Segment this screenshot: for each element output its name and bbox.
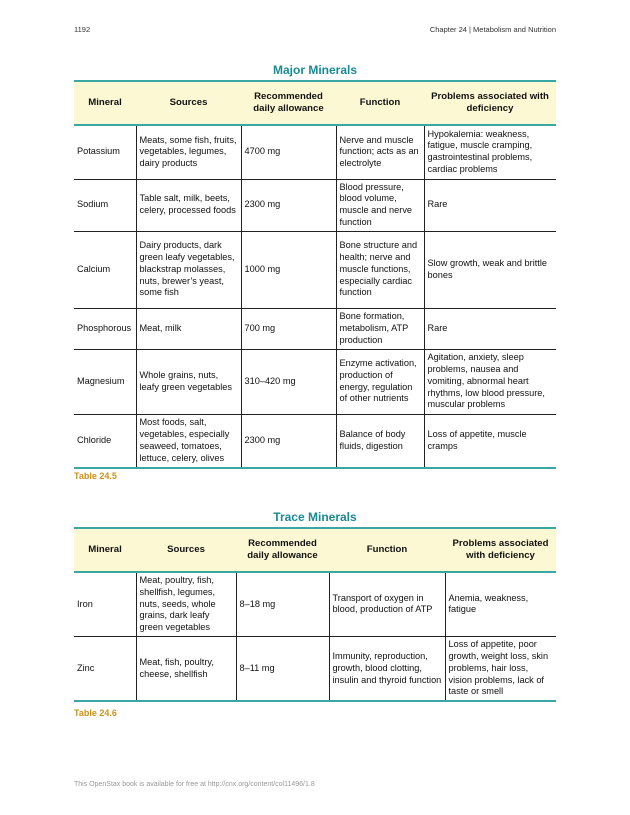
cell-sources: Meats, some fish, fruits, vegetables, legumes, dairy products [136,125,241,179]
cell-function: Bone formation, metabolism, ATP production [336,308,424,349]
col-header-function: Function [336,81,424,125]
table-row [74,179,556,231]
col-header-mineral: Mineral [74,81,136,125]
table-row [74,572,556,636]
major-minerals-table [74,80,556,469]
cell-sources: Table salt, milk, beets, celery, processed foods [136,179,241,231]
col-header-mineral: Mineral [74,528,136,572]
cell-mineral: Chloride [74,414,136,468]
cell-deficiency: Slow growth, weak and brittle bones [424,231,556,308]
cell-mineral: Zinc [74,636,136,701]
cell-deficiency: Anemia, weakness, fatigue [445,572,556,636]
table-caption: Table 24.5 [74,471,117,481]
table-row [74,636,556,701]
cell-rda: 4700 mg [241,125,336,179]
cell-sources: Whole grains, nuts, leafy green vegetables [136,349,241,414]
col-header-deficiency: Problems associated with deficiency [445,528,556,572]
cell-deficiency: Agitation, anxiety, sleep problems, nausea and vomiting, abnormal heart rhythms, low blood pressure, muscular problems [424,349,556,414]
cell-mineral: Calcium [74,231,136,308]
cell-sources: Meat, milk [136,308,241,349]
cell-function: Blood pressure, blood volume, muscle and nerve function [336,179,424,231]
cell-mineral: Magnesium [74,349,136,414]
cell-rda: 700 mg [241,308,336,349]
table-row [74,308,556,349]
col-header-deficiency: Problems associated with deficiency [424,81,556,125]
cell-function: Bone structure and health; nerve and muscle functions, especially cardiac function [336,231,424,308]
cell-mineral: Phosphorous [74,308,136,349]
table-header-row [74,81,556,125]
col-header-sources: Sources [136,81,241,125]
cell-deficiency: Rare [424,179,556,231]
col-header-sources: Sources [136,528,236,572]
cell-rda: 8–11 mg [236,636,329,701]
cell-function: Enzyme activation, production of energy, regulation of other nutrients [336,349,424,414]
cell-rda: 8–18 mg [236,572,329,636]
cell-sources: Meat, poultry, fish, shellfish, legumes, nuts, seeds, whole grains, dark leafy green vegetables [136,572,236,636]
chapter-title: Chapter 24 | Metabolism and Nutrition [429,25,556,34]
cell-deficiency: Loss of appetite, muscle cramps [424,414,556,468]
cell-sources: Dairy products, dark green leafy vegetables, blackstrap molasses, nuts, brewer’s yeast, some fish [136,231,241,308]
table-row [74,414,556,468]
cell-sources: Most foods, salt, vegetables, especially seaweed, tomatoes, lettuce, celery, olives [136,414,241,468]
cell-mineral: Sodium [74,179,136,231]
cell-deficiency: Loss of appetite, poor growth, weight loss, skin problems, hair loss, vision problems, lack of taste or smell [445,636,556,701]
table-caption: Table 24.6 [74,708,117,718]
cell-rda: 2300 mg [241,179,336,231]
table-row [74,349,556,414]
col-header-rda: Recommended daily allowance [241,81,336,125]
cell-rda: 2300 mg [241,414,336,468]
page-number: 1192 [74,25,91,34]
cell-function: Nerve and muscle function; acts as an electrolyte [336,125,424,179]
major-minerals-title: Major Minerals [272,63,358,77]
cell-sources: Meat, fish, poultry, cheese, shellfish [136,636,236,701]
col-header-rda: Recommended daily allowance [236,528,329,572]
cell-rda: 310–420 mg [241,349,336,414]
col-header-function: Function [329,528,445,572]
cell-function: Transport of oxygen in blood, production of ATP [329,572,445,636]
cell-deficiency: Rare [424,308,556,349]
cell-mineral: Potassium [74,125,136,179]
cell-function: Immunity, reproduction, growth, blood clotting, insulin and thyroid function [329,636,445,701]
cell-mineral: Iron [74,572,136,636]
table-row [74,231,556,308]
cell-rda: 1000 mg [241,231,336,308]
cell-deficiency: Hypokalemia: weakness, fatigue, muscle cramping, gastrointestinal problems, cardiac problems [424,125,556,179]
table-header-row [74,528,556,572]
footer-note: This OpenStax book is available for free at http://cnx.org/content/col11496/1.8 [74,781,315,788]
trace-minerals-title: Trace Minerals [273,510,357,524]
table-row [74,125,556,179]
cell-function: Balance of body fluids, digestion [336,414,424,468]
trace-minerals-table [74,527,556,702]
